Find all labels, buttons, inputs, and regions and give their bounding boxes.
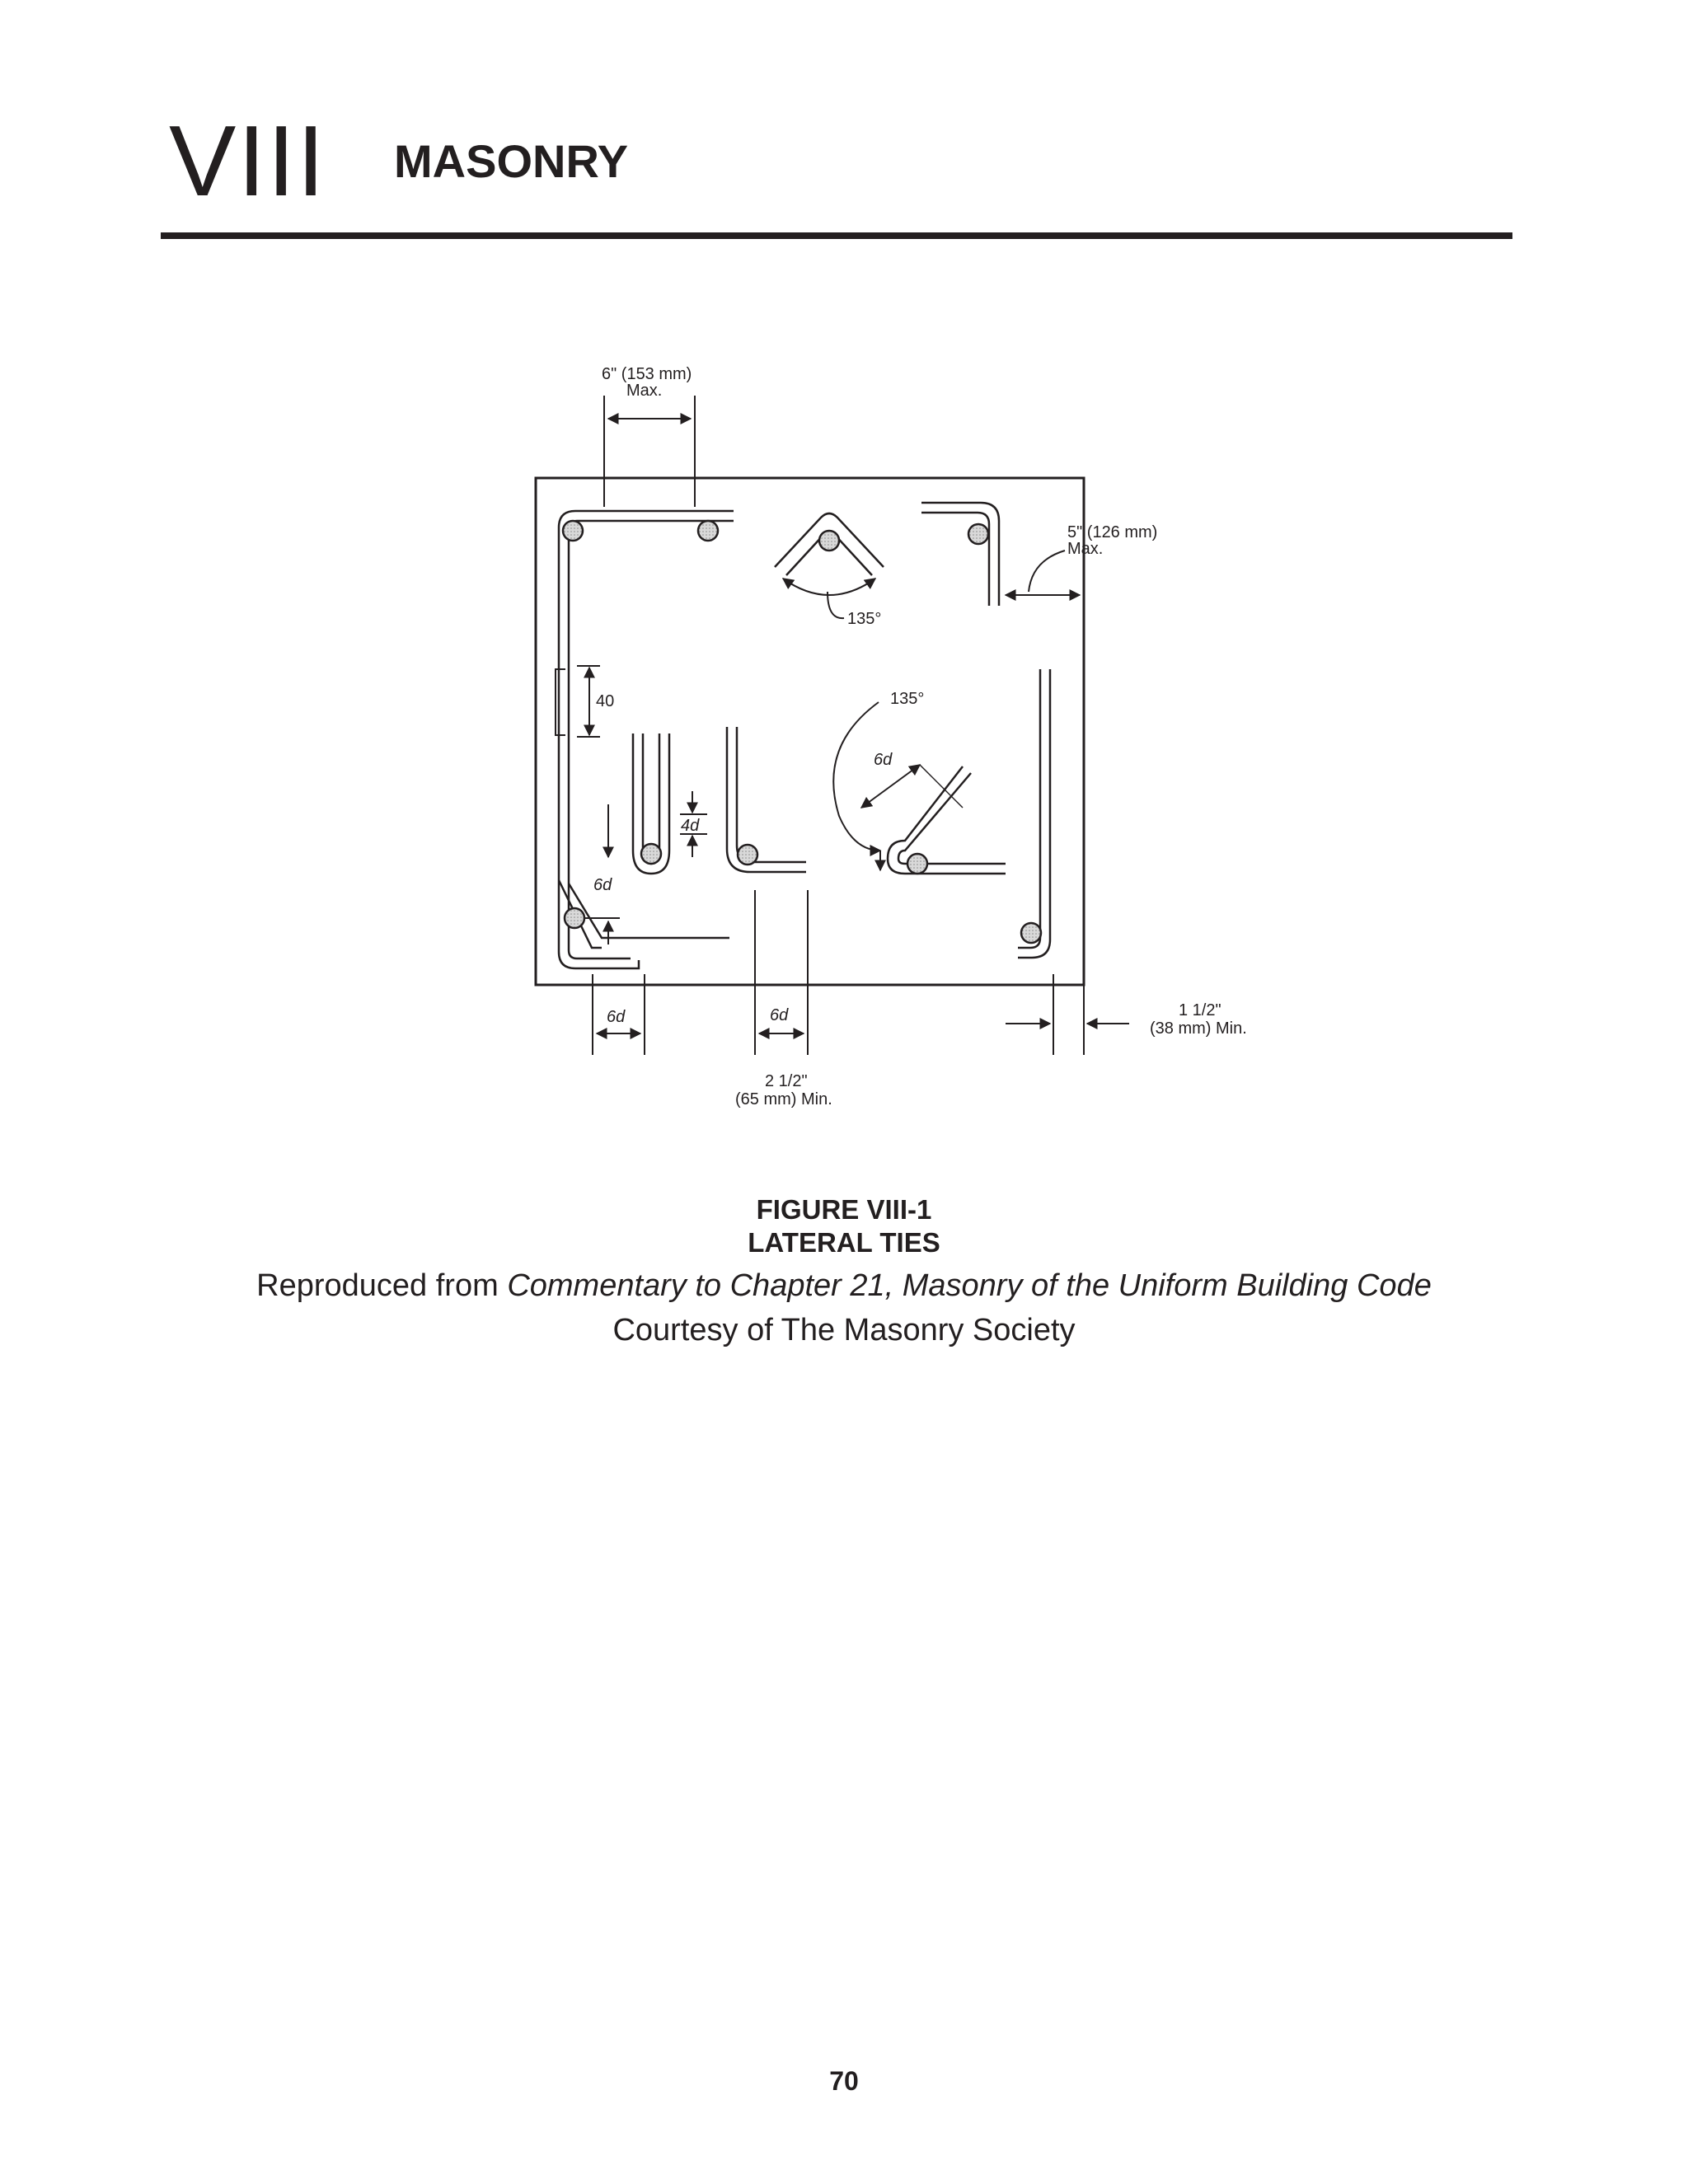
lateral-ties-figure bbox=[511, 346, 1294, 1121]
lateral-ties-drawing bbox=[511, 346, 1294, 1121]
label-top-spacing-2: Max. bbox=[626, 382, 663, 400]
label-hook-extension: 6d bbox=[874, 751, 893, 769]
tie-right-vertical bbox=[1018, 669, 1050, 958]
chapter-title: MASONRY bbox=[394, 135, 629, 187]
label-bend-4d: 4d bbox=[681, 817, 700, 835]
rebar bbox=[907, 854, 927, 874]
chapter-numeral: VIII bbox=[169, 105, 327, 217]
dim-angle-right bbox=[833, 702, 880, 870]
chapter-header bbox=[161, 107, 1512, 239]
figure-source-title: Commentary to Chapter 21, Masonry of the Uniform Building Code bbox=[507, 1268, 1432, 1303]
rebar bbox=[819, 531, 839, 551]
figure-courtesy: Courtesy of The Masonry Society bbox=[612, 1313, 1076, 1347]
label-side-spacing-1: 5" (126 mm) bbox=[1067, 523, 1158, 541]
lap-splice-bracket bbox=[556, 669, 565, 735]
rebar bbox=[641, 844, 661, 864]
page-number: 70 bbox=[829, 2066, 859, 2096]
dim-cover-side bbox=[1006, 974, 1129, 1055]
dim-extension-left bbox=[584, 804, 620, 944]
figure-source bbox=[0, 1266, 1688, 1305]
dim-extension-bottom-mid bbox=[755, 890, 808, 1055]
label-extension-bottom-left: 6d bbox=[607, 1008, 626, 1026]
label-lap-length: 40 bbox=[596, 692, 615, 710]
hook-top-right bbox=[921, 503, 999, 606]
label-top-spacing-1: 6" (153 mm) bbox=[602, 365, 692, 383]
label-extension-left: 6d bbox=[593, 876, 612, 894]
rebar bbox=[738, 845, 757, 865]
label-side-spacing-2: Max. bbox=[1067, 540, 1104, 558]
figure-number: FIGURE VIII-1 bbox=[756, 1194, 932, 1225]
label-angle-top: 135° bbox=[847, 610, 882, 628]
rebar bbox=[565, 908, 584, 928]
label-angle-right: 135° bbox=[890, 690, 925, 708]
label-cover-side-2: (38 mm) Min. bbox=[1150, 1019, 1247, 1038]
label-extension-bottom-mid: 6d bbox=[770, 1006, 789, 1024]
label-cover-side-1: 1 1/2" bbox=[1179, 1001, 1221, 1019]
column-outline bbox=[536, 478, 1084, 985]
figure-source-prefix: Reproduced from bbox=[256, 1268, 508, 1303]
chapter-rule bbox=[161, 232, 1512, 239]
label-cover-bottom-1: 2 1/2" bbox=[765, 1072, 808, 1090]
rebar bbox=[968, 524, 988, 544]
hook-135-right bbox=[888, 766, 1006, 874]
rebar bbox=[698, 521, 718, 541]
tie-top-left bbox=[559, 511, 734, 968]
rebar bbox=[563, 521, 583, 541]
rebar bbox=[1021, 923, 1041, 943]
reinforcing-bars bbox=[563, 521, 1041, 943]
figure-title: LATERAL TIES bbox=[748, 1227, 940, 1258]
label-cover-bottom-2: (65 mm) Min. bbox=[735, 1090, 832, 1108]
dim-top-spacing bbox=[604, 396, 695, 507]
